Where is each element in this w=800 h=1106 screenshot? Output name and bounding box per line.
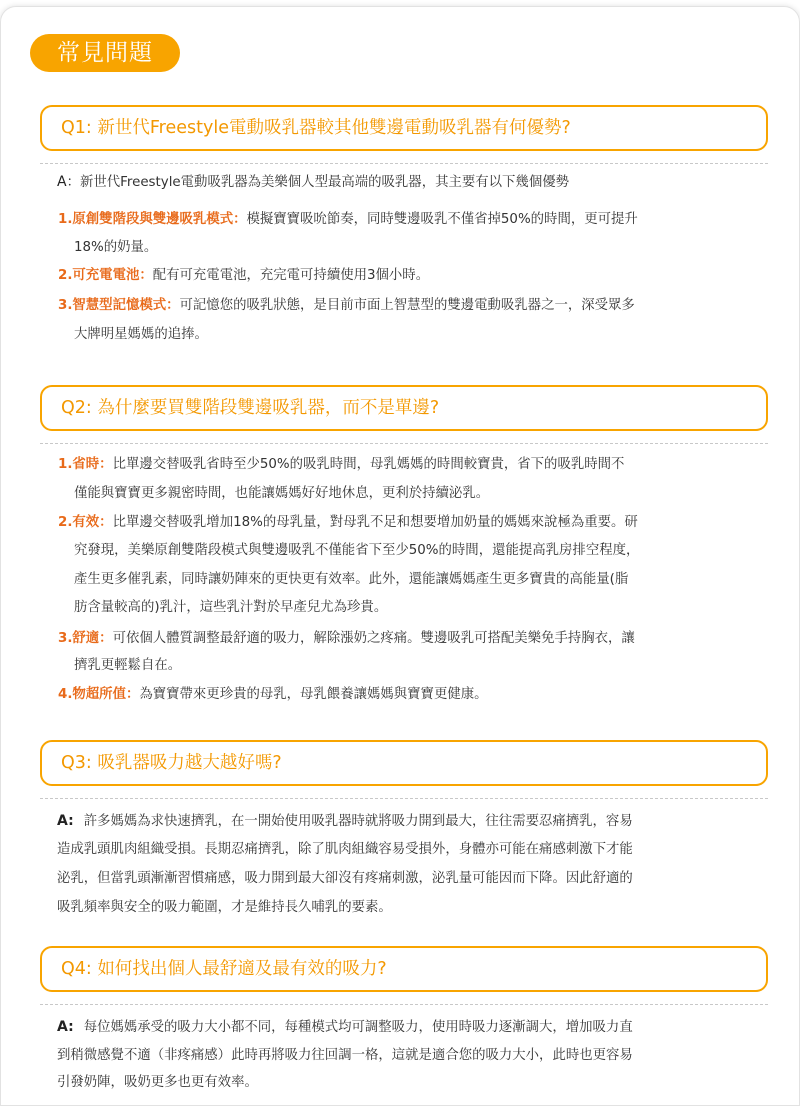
answer-3-line-3: 泌乳，但當乳頭漸漸習慣痛感，吸力開到最大卻沒有疼痛刺激，泌乳量可能因而下降。因此舒適的 <box>57 871 633 886</box>
q1-item-3-cont: 大牌明星媽媽的追捧。 <box>74 327 208 342</box>
answer-4-line-1: A: 每位媽媽承受的吸力大小都不同，每種模式均可調整吸力，使用時吸力逐漸調大，增加吸力直 <box>57 1019 633 1035</box>
divider <box>40 443 768 444</box>
answer-prefix: A: <box>57 813 74 829</box>
divider <box>40 163 768 164</box>
q1-item-3: 3.智慧型記憶模式：可記憶您的吸乳狀態，是目前市面上智慧型的雙邊電動吸乳器之一，深受眾多 <box>58 298 635 313</box>
q2-item-4: 4.物超所值：為寶寶帶來更珍貴的母乳，母乳餵養讓媽媽與寶寶更健康。 <box>58 687 488 702</box>
answer-prefix: A <box>57 174 67 190</box>
answer-3-line-2: 造成乳頭肌肉組織受損。長期忍痛擠乳，除了肌肉組織容易受損外，身體亦可能在痛感刺激下才能 <box>57 842 633 857</box>
answer-1-intro: A：新世代Freestyle電動吸乳器為美樂個人型最高端的吸乳器，其主要有以下幾個優勢 <box>57 174 569 190</box>
q1-item-2: 2.可充電電池：配有可充電電池，充完電可持續使用3個小時。 <box>58 268 430 283</box>
divider <box>40 798 768 799</box>
q2-item-3-cont: 擠乳更輕鬆自在。 <box>74 658 182 673</box>
q2-item-2-cont: 肪含量較高的)乳汁，這些乳汁對於早產兒尤為珍貴。 <box>74 600 388 615</box>
divider <box>40 1004 768 1005</box>
answer-4-line-2: 到稍微感覺不適（非疼痛感）此時再將吸力往回調一格，這就是適合您的吸力大小，此時也更容易 <box>57 1048 633 1063</box>
answer-4-line-3: 引發奶陣，吸奶更多也更有效率。 <box>57 1075 258 1090</box>
q2-item-3: 3.舒適：可依個人體質調整最舒適的吸力，解除漲奶之疼痛。雙邊吸乳可搭配美樂免手持胸衣，讓 <box>58 631 635 646</box>
answer-3-line-4: 吸乳頻率與安全的吸力範圍，才是維持長久哺乳的要素。 <box>57 900 392 915</box>
answer-3-line-1: A: 許多媽媽為求快速擠乳，在一開始使用吸乳器時就將吸力開到最大，往往需要忍痛擠乳，容易 <box>57 813 633 829</box>
q2-item-1: 1.省時：比單邊交替吸乳省時至少50%的吸乳時間，母乳媽媽的時間較寶貴，省下的吸乳時間不 <box>58 457 625 472</box>
question-1-box: Q1: 新世代Freestyle電動吸乳器較其他雙邊電動吸乳器有何優勢? <box>40 105 768 151</box>
answer-prefix: A: <box>57 1019 74 1035</box>
q1-item-1: 1.原創雙階段與雙邊吸乳模式：模擬寶寶吸吮節奏，同時雙邊吸乳不僅省掉50%的時間，更可提升 <box>58 212 638 227</box>
question-4-box: Q4: 如何找出個人最舒適及最有效的吸力? <box>40 946 768 992</box>
q1-item-1-cont: 18%的奶量。 <box>74 240 158 255</box>
q2-item-1-cont: 僅能與寶寶更多親密時間，也能讓媽媽好好地休息，更利於持續泌乳。 <box>74 486 490 501</box>
q2-item-2: 2.有效：比單邊交替吸乳增加18%的母乳量，對母乳不足和想要增加奶量的媽媽來說極為重要。研 <box>58 515 638 530</box>
question-3-box: Q3: 吸乳器吸力越大越好嗎? <box>40 740 768 786</box>
q2-item-2-cont: 產生更多催乳素，同時讓奶陣來的更快更有效率。此外，還能讓媽媽產生更多寶貴的高能量(脂 <box>74 572 629 587</box>
q2-item-2-cont: 究發現，美樂原創雙階段模式與雙邊吸乳不僅能省下至少50%的時間，還能提高乳房排空程度， <box>74 543 640 558</box>
question-2-box: Q2: 為什麼要買雙階段雙邊吸乳器，而不是單邊? <box>40 385 768 431</box>
faq-title-badge: 常見問題 <box>30 34 180 72</box>
